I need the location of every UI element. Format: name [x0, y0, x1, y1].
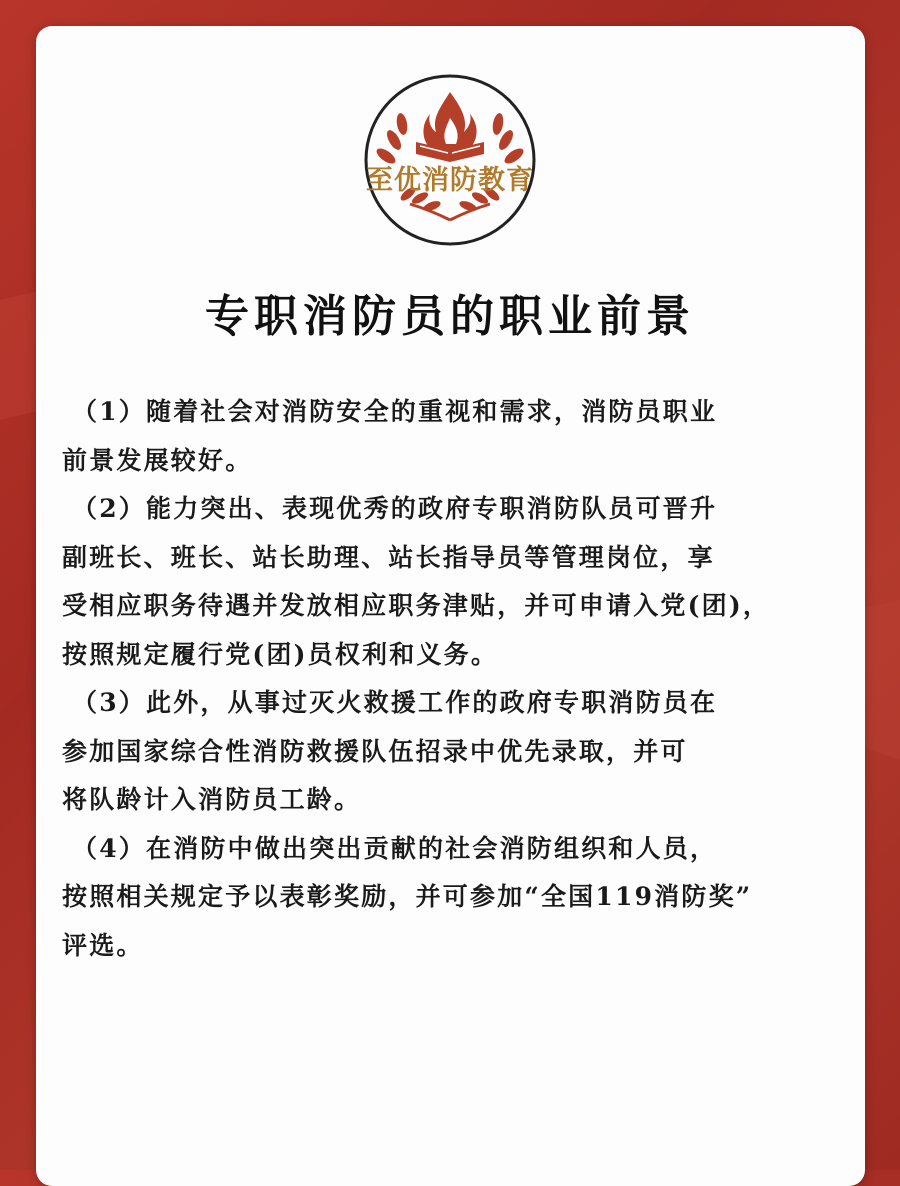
paragraph-1: [62, 388, 852, 485]
paragraph-line: 受相应职务待遇并发放相应职务津贴，并可申请入党(团)，: [62, 591, 771, 620]
paragraph-line: （3）此外，从事过灭火救援工作的政府专职消防员在: [72, 688, 718, 717]
paragraph-line: （2）能力突出、表现优秀的政府专职消防队员可晋升: [72, 494, 718, 523]
paragraph-line: 按照规定履行党(团)员权利和义务。: [62, 639, 499, 669]
paragraph-3: [62, 679, 852, 825]
page-title: 专职消防员的职业前景: [205, 291, 695, 342]
logo-text: 至优消防教育: [366, 165, 534, 196]
paragraph-line: （4）在消防中做出突出贡献的社会消防组织和人员，: [72, 833, 718, 863]
paragraph-4: [62, 825, 852, 971]
paragraph-line: 前景发展较好。: [62, 445, 253, 475]
paragraph-line: 副班长、班长、站长助理、站长指导员等管理岗位，享: [62, 542, 715, 572]
article-body: [62, 388, 852, 970]
brand-logo: [360, 70, 540, 250]
paragraph-line: 按照相关规定予以表彰奖励，并可参加“全国119消防奖”: [62, 882, 753, 911]
paragraph-line: 将队龄计入消防员工龄。: [62, 785, 362, 814]
paragraph-line: 评选。: [62, 930, 144, 960]
paragraph-line: 参加国家综合性消防救援队伍招录中优先录取，并可: [62, 736, 688, 766]
paragraph-line: （1）随着社会对消防安全的重视和需求，消防员职业: [72, 397, 718, 426]
paragraph-2: [62, 485, 852, 679]
